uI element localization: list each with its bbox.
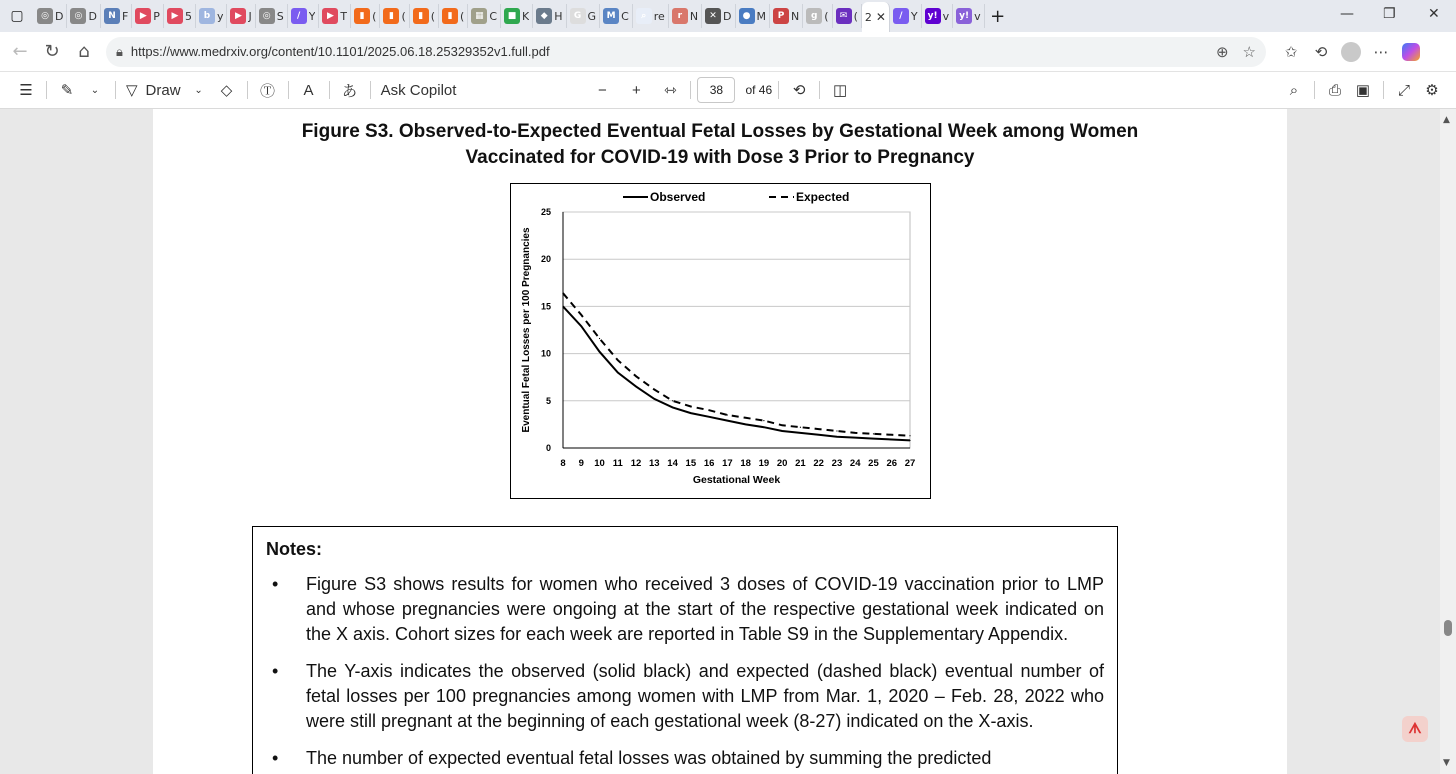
read-aloud-icon: A (303, 81, 314, 99)
x-tick-label: 27 (904, 458, 916, 469)
bullet: • (272, 661, 279, 681)
divider (1383, 81, 1384, 99)
browser-tab[interactable] (833, 4, 862, 28)
green-icon: ■ (504, 8, 520, 24)
pdf-icon: P (773, 8, 789, 24)
add-text-button[interactable] (254, 75, 282, 105)
erase-button[interactable] (213, 75, 241, 105)
site-info-icon[interactable]: 🔒︎ (116, 43, 123, 59)
data-point-observed (690, 412, 691, 413)
google-icon: G (570, 8, 586, 24)
x-tick-label: 23 (831, 458, 843, 469)
data-point-observed (836, 436, 837, 437)
back-arrow-icon: ← (12, 41, 28, 62)
browser-tab[interactable] (501, 4, 533, 28)
favorites-icon: ✩ (1284, 42, 1298, 61)
chevron-down-icon: ⌄ (90, 84, 100, 96)
tab-title: v (942, 9, 950, 23)
zoom-in-button[interactable] (622, 75, 650, 105)
pdf-settings-button[interactable] (1418, 75, 1446, 105)
tab-title: N (689, 9, 699, 23)
back-button[interactable] (4, 36, 36, 68)
tabs-container (34, 0, 985, 32)
acrobat-icon: ᗑ (1408, 721, 1422, 737)
data-point-observed (617, 372, 618, 373)
expand-icon: ⤢ (1397, 81, 1410, 99)
browser-tab[interactable] (702, 4, 735, 28)
fit-width-button[interactable] (656, 75, 684, 105)
data-point-observed (727, 420, 728, 421)
data-point-expected (581, 314, 582, 315)
x-tick-label: 10 (594, 458, 605, 469)
tab-strip (0, 0, 1456, 32)
browser-tab[interactable] (736, 4, 771, 28)
browser-tab[interactable] (101, 4, 132, 28)
shield-icon: ◆ (536, 8, 552, 24)
pdf-toolbar (0, 72, 1456, 109)
data-point-observed (818, 434, 819, 435)
translate-button[interactable] (336, 75, 364, 105)
fit-width-icon: ⇿ (664, 82, 677, 99)
fullscreen-button[interactable] (1390, 75, 1418, 105)
page-view-icon: ◫ (833, 82, 848, 99)
tab-title: M (756, 9, 767, 23)
draw-icon: ▽ (126, 82, 138, 99)
save-icon: ▣ (1355, 82, 1371, 99)
data-point-expected (782, 425, 783, 426)
globe-icon: ◎ (37, 8, 53, 24)
draw-button[interactable] (122, 75, 185, 105)
ask-copilot-label: Ask Copilot (380, 81, 457, 99)
url-field[interactable] (106, 37, 1266, 67)
data-point-observed (562, 306, 563, 307)
ask-copilot-button[interactable] (377, 75, 461, 105)
page-total-label: of 46 (745, 83, 773, 97)
data-point-expected (873, 433, 874, 434)
tab-title: J (248, 9, 252, 23)
image-icon: ▦ (471, 8, 487, 24)
avatar (1341, 42, 1361, 62)
divider (46, 81, 47, 99)
browser-tab[interactable] (227, 4, 255, 28)
data-point-expected (891, 434, 892, 435)
figure-title-line-1: Figure S3. Observed-to-Expected Eventual Fetal Losses by Gestational Week among Women (301, 121, 1139, 142)
bookmark-icon: ▮ (413, 8, 429, 24)
address-bar-row (0, 32, 1456, 72)
pdf-viewer[interactable] (0, 109, 1456, 774)
x-axis-label: Gestational Week (692, 474, 781, 486)
x-tick-label: 15 (685, 458, 697, 469)
tab-title: 5 (184, 9, 192, 23)
browser-tab[interactable] (164, 4, 196, 28)
data-point-observed (581, 326, 582, 327)
x-tick-label: 9 (578, 458, 584, 469)
notes-heading: Notes: (266, 539, 323, 559)
data-point-observed (672, 407, 673, 408)
data-point-expected (855, 432, 856, 433)
page-number-input[interactable]: 38 (697, 77, 735, 103)
x-tick-label: 20 (776, 458, 788, 469)
eraser-icon: ◇ (220, 82, 233, 99)
tab-title: C (621, 9, 629, 23)
tab-title: D (723, 9, 732, 23)
page-view-button[interactable] (826, 75, 854, 105)
data-point-expected (909, 435, 910, 436)
data-point-expected (800, 427, 801, 428)
notes-box (252, 526, 1118, 774)
tab-title: ( (401, 9, 406, 23)
x-tick-label: 8 (560, 458, 566, 469)
browser-tab[interactable] (410, 4, 439, 28)
browser-tab[interactable] (132, 4, 164, 28)
figure-title (153, 119, 1287, 171)
settings-more-button[interactable] (1366, 37, 1396, 67)
gtm-icon: g (806, 8, 822, 24)
translate-icon: あ (342, 82, 358, 100)
note-item (272, 746, 1104, 771)
chart-frame (510, 183, 931, 499)
pdf-page (153, 109, 1287, 774)
tab-title: v (974, 9, 981, 23)
browser-tab[interactable] (288, 4, 320, 28)
divider (329, 81, 330, 99)
divider (247, 81, 248, 99)
tab-title: C (489, 9, 498, 23)
browser-tab[interactable] (351, 4, 380, 28)
x-tick-label: 25 (868, 458, 879, 469)
tab-title: K (522, 9, 530, 23)
tab-title: ( (824, 9, 829, 23)
browser-tab[interactable] (669, 4, 702, 28)
browser-tab[interactable] (533, 4, 566, 28)
close-window-button[interactable]: ✕ (1428, 6, 1440, 22)
plus-icon: + (632, 81, 641, 99)
y-tick-label: 5 (545, 395, 551, 406)
data-point-expected (617, 360, 618, 361)
youtube-icon: ▶ (230, 8, 246, 24)
text-box-icon: Ⓣ (260, 82, 276, 100)
print-button[interactable] (1321, 75, 1349, 105)
x-icon: ✕ (705, 8, 721, 24)
data-point-observed (599, 351, 600, 352)
copilot-icon (1402, 43, 1420, 61)
acrobat-button[interactable] (1402, 716, 1428, 742)
yahoo-icon: y! (925, 8, 941, 24)
data-point-observed (782, 430, 783, 431)
highlight-dropdown[interactable] (81, 75, 109, 105)
new-tab-button[interactable] (985, 4, 1011, 28)
data-point-expected (690, 406, 691, 407)
browser-tab[interactable] (890, 4, 922, 28)
globe-icon: ◎ (259, 8, 275, 24)
scroll-up-arrow-icon[interactable]: ▲ (1443, 115, 1450, 125)
x-tick-label: 12 (630, 458, 642, 469)
y-tick-label: 25 (540, 207, 551, 217)
plot-area (563, 212, 910, 448)
draw-dropdown[interactable] (185, 75, 213, 105)
history-icon: ⟲ (1314, 42, 1328, 61)
note-item (272, 659, 1104, 734)
note-text: Figure S3 shows results for women who received 3 doses of COVID-19 vaccination prior to LMP and whose pregnancies were ongoing at the start of the respective gestational week indicated on the X axis. Cohort sizes for each week are reported in Table S9 in the Supplementary Appendix. (306, 574, 1104, 644)
browser-tab[interactable] (953, 4, 985, 28)
table-of-contents-button[interactable] (12, 75, 40, 105)
data-point-expected (599, 338, 600, 339)
refresh-icon: ↻ (44, 41, 60, 62)
refresh-button[interactable] (36, 36, 68, 68)
tab-actions-icon: ▢ (10, 8, 24, 24)
r-icon: r (672, 8, 688, 24)
x-tick-label: 13 (649, 458, 660, 469)
zoom-icon[interactable]: ⊕ (1215, 43, 1229, 61)
note-text: The number of expected eventual fetal losses was obtained by summing the predicted (306, 748, 992, 768)
browser-tab[interactable] (319, 4, 351, 28)
url-text: https://www.medrxiv.org/content/10.1101/2025.06.18.25329352v1.full.pdf (130, 44, 550, 59)
data-point-expected (818, 429, 819, 430)
mail-icon: ✉ (836, 8, 852, 24)
data-point-observed (635, 386, 636, 387)
tab-title: 2 (864, 10, 872, 24)
x-tick-label: 21 (795, 458, 806, 469)
list-icon: ☰ (19, 82, 33, 99)
x-tick-label: 24 (849, 458, 861, 469)
browser-tab[interactable] (803, 4, 832, 28)
data-point-expected (709, 410, 710, 411)
search-icon: ⌕ (636, 8, 652, 24)
tab-title: re (653, 9, 665, 23)
line-chart (511, 184, 930, 498)
tab-title: D (88, 9, 97, 23)
note-text: The Y-axis indicates the observed (solid black) and expected (dashed black) eventual number of fetal losses per 100 pregnancies among women with LMP from Mar. 1, 2020 – Feb. 28, 2022 who were still pregnant at the beginning of each gestational week (8-27) indicated on the X-axis. (306, 661, 1104, 731)
tab-title: D (55, 9, 64, 23)
vertical-scrollbar[interactable] (1440, 109, 1456, 774)
browser-tab[interactable] (633, 4, 669, 28)
circle-icon: ● (739, 8, 755, 24)
tab-title: T (340, 9, 348, 23)
tab-title: P (153, 9, 160, 23)
divider (370, 81, 371, 99)
history-button[interactable] (1306, 37, 1336, 67)
x-tick-label: 26 (886, 458, 898, 469)
x-tick-label: 19 (758, 458, 770, 469)
b-icon: b (199, 8, 215, 24)
rotate-button[interactable] (785, 75, 813, 105)
data-point-expected (562, 293, 563, 294)
scroll-down-arrow-icon[interactable]: ▼ (1443, 758, 1450, 768)
data-point-expected (635, 376, 636, 377)
browser-tab[interactable] (567, 4, 601, 28)
news-icon: N (104, 8, 120, 24)
legend-label: Expected (796, 190, 850, 204)
data-point-expected (745, 417, 746, 418)
tab-title: ( (372, 9, 377, 23)
scrollbar-thumb[interactable] (1444, 620, 1452, 636)
divider (1314, 81, 1315, 99)
figure-title-line-2: Vaccinated for COVID-19 with Dose 3 Prior to Pregnancy (465, 147, 975, 168)
browser-tab[interactable] (196, 4, 228, 28)
tab-title: Y (910, 9, 918, 23)
browser-tab[interactable] (380, 4, 409, 28)
profile-button[interactable] (1336, 37, 1366, 67)
bullet: • (272, 748, 279, 768)
data-point-observed (909, 440, 910, 441)
draw-label: Draw (145, 81, 181, 99)
globe-icon: ◎ (70, 8, 86, 24)
data-point-expected (727, 414, 728, 415)
search-icon: ⌕ (1289, 81, 1299, 99)
data-point-expected (763, 420, 764, 421)
highlighter-icon: ✎ (60, 82, 74, 99)
y-tick-label: 0 (545, 443, 551, 453)
y-tick-label: 15 (540, 301, 551, 312)
home-button[interactable] (68, 36, 100, 68)
y-axis-label: Eventual Fetal Losses per 100 Pregnancies (521, 227, 532, 433)
tab-title: Y (308, 9, 316, 23)
tab-title: ( (853, 9, 858, 23)
url-actions (1216, 43, 1256, 61)
chevron-down-icon: ⌄ (194, 84, 203, 96)
browser-tab[interactable] (256, 4, 288, 28)
rotate-icon: ⟲ (792, 82, 806, 99)
highlight-button[interactable] (53, 75, 81, 105)
divider (115, 81, 116, 99)
data-point-observed (855, 437, 856, 438)
data-point-observed (654, 398, 655, 399)
x-tick-label: 17 (722, 458, 733, 469)
divider (690, 81, 691, 99)
tab-title: G (587, 9, 597, 23)
x-tick-label: 11 (612, 458, 623, 469)
youtube-icon: ▶ (322, 8, 338, 24)
print-icon: ⎙ (1328, 81, 1341, 99)
home-icon: ⌂ (78, 41, 90, 62)
minus-icon: − (598, 81, 607, 99)
data-point-observed (745, 424, 746, 425)
slash-icon: / (291, 8, 307, 24)
browser-tab[interactable] (67, 4, 100, 28)
bullet: • (272, 574, 279, 594)
divider (778, 81, 779, 99)
minimize-button[interactable]: — (1340, 6, 1354, 22)
restore-button[interactable]: ❐ (1383, 6, 1396, 22)
x-tick-label: 18 (740, 458, 751, 469)
youtube-icon: ▶ (167, 8, 183, 24)
gear-icon: ⚙ (1425, 82, 1439, 99)
browser-tab[interactable] (439, 4, 468, 28)
tab-title: S (276, 9, 284, 23)
y-tick-label: 20 (540, 254, 551, 265)
read-aloud-button[interactable] (295, 75, 323, 105)
search-button[interactable] (1280, 75, 1308, 105)
plus-icon: + (990, 5, 1006, 27)
tab-title: y (216, 9, 224, 23)
bookmark-icon: ▮ (383, 8, 399, 24)
data-point-observed (763, 427, 764, 428)
browser-tab[interactable] (862, 2, 890, 32)
favorites-button[interactable] (1276, 37, 1306, 67)
tab-title: H (554, 9, 563, 23)
y-tick-label: 10 (540, 348, 551, 359)
x-tick-label: 16 (703, 458, 715, 469)
yahoo-icon: y! (956, 8, 972, 24)
data-point-expected (836, 430, 837, 431)
x-tick-label: 22 (813, 458, 824, 469)
data-point-expected (672, 400, 673, 401)
x-tick-label: 14 (667, 458, 678, 469)
browser-tab[interactable] (922, 4, 954, 28)
browser-tab[interactable] (600, 4, 633, 28)
bookmark-icon: ▮ (354, 8, 370, 24)
tab-title: N (791, 9, 800, 23)
data-point-observed (800, 432, 801, 433)
data-point-expected (654, 389, 655, 390)
browser-tab[interactable] (770, 4, 803, 28)
data-point-observed (891, 439, 892, 440)
divider (288, 81, 289, 99)
tab-title: ( (460, 9, 465, 23)
browser-tab[interactable] (468, 4, 501, 28)
close-tab-icon[interactable]: ✕ (875, 10, 886, 24)
m-icon: M (603, 8, 619, 24)
zoom-out-button[interactable] (588, 75, 616, 105)
divider (819, 81, 820, 99)
save-button[interactable] (1349, 75, 1377, 105)
note-item (272, 572, 1104, 647)
legend-label: Observed (650, 190, 706, 204)
bookmark-icon: ▮ (442, 8, 458, 24)
favorite-star-icon[interactable]: ☆ (1242, 43, 1256, 61)
data-point-observed (873, 438, 874, 439)
browser-tab[interactable] (34, 4, 67, 28)
data-point-observed (709, 416, 710, 417)
tab-actions-button[interactable] (0, 4, 34, 28)
more-dots-icon: ⋯ (1373, 42, 1389, 61)
youtube-icon: ▶ (135, 8, 151, 24)
tab-title: F (121, 9, 129, 23)
tab-title: ( (430, 9, 436, 23)
copilot-button[interactable] (1396, 37, 1426, 67)
slash-icon: / (893, 8, 909, 24)
